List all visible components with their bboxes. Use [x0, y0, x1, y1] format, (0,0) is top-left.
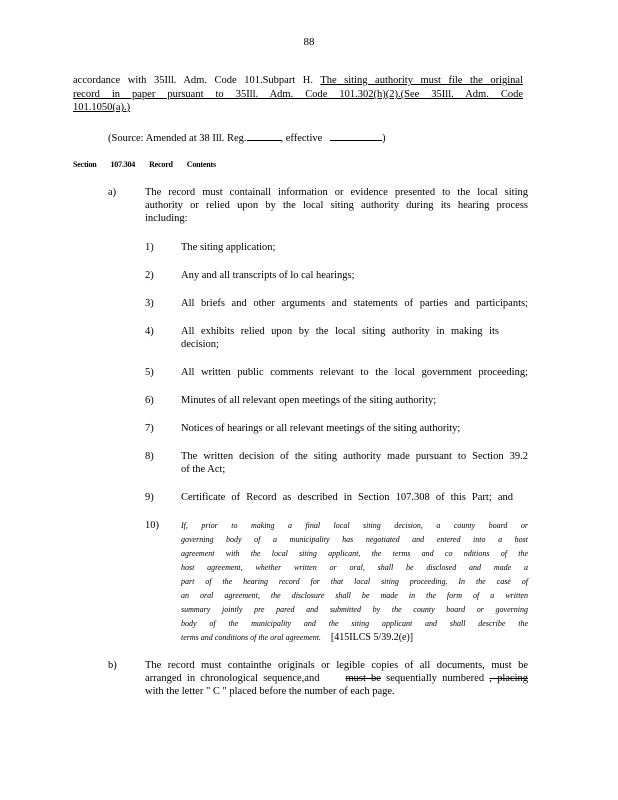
source-note-blank-reg — [247, 130, 281, 141]
item-4-text-line-2: decision; — [181, 339, 219, 350]
para-b-line-2-after: sequentially numbered — [386, 673, 485, 684]
para-b-line-1: The record must containthe originals or legible copies of all documents, must be — [145, 660, 528, 671]
item-10-line-9-text: terms and conditions of the oral agreement. — [181, 633, 321, 642]
item-7-text: Notices of hearings or all relevant meetings of the siting authority; — [181, 423, 461, 434]
para-b-line-3: with the letter " C " placed before the number of each page. — [145, 686, 395, 697]
item-10-line-6: an oral agreement, the disclosure shall be made in the form of a written — [181, 591, 528, 600]
item-10-line-5: part of the hearing record for that local siting proceeding. In the case of — [181, 577, 528, 586]
para-a-line-1: The record must containall information or evidence presented to the local siting — [145, 187, 528, 198]
item-10-line-1: If, prior to making a final local siting decision, a county board or — [181, 521, 528, 530]
item-4-text-line-1: All exhibits relied upon by the local siting authority in making its — [181, 326, 499, 337]
para-b-label: b) — [108, 660, 117, 671]
item-3-number: 3) — [145, 298, 154, 309]
continuation-line-1-underlined: The siting authority must file the original — [320, 75, 523, 86]
para-a-line-2: authority or relied upon by the local siting authority during its hearing process — [145, 200, 528, 211]
item-2-text: Any and all transcripts of lo cal hearings; — [181, 270, 355, 281]
para-a-label: a) — [108, 187, 117, 198]
para-b-line-2-text: arranged in chronological sequence,and — [145, 673, 320, 684]
item-4-number: 4) — [145, 326, 154, 337]
item-10-line-4: host agreement, whether written or oral, shall be disclosed and made a — [181, 563, 528, 572]
item-5-number: 5) — [145, 367, 154, 378]
para-b-line-2 — [145, 672, 528, 685]
source-note-suffix: ) — [382, 133, 386, 144]
source-note-middle: , effective — [280, 133, 323, 144]
item-6-text: Minutes of all relevant open meetings of the siting authority; — [181, 395, 437, 406]
source-note-prefix: (Source: Amended at 38 Ill. Reg. — [108, 133, 247, 144]
item-8-text-line-1: The written decision of the siting authority made pursuant to Section 39.2 — [181, 451, 528, 462]
source-note-blank-effective — [330, 130, 382, 141]
continuation-line-1-plain: accordance with 35Ill. Adm. Code 101.Subpart H. — [73, 75, 313, 86]
item-8-text-line-2: of the Act; — [181, 464, 226, 475]
item-1-text: The siting application; — [181, 242, 276, 253]
section-heading-number: 107.304 — [110, 160, 136, 169]
item-7-number: 7) — [145, 423, 154, 434]
item-1-number: 1) — [145, 242, 154, 253]
source-note — [108, 130, 528, 145]
continuation-line-1 — [73, 74, 523, 87]
item-2-number: 2) — [145, 270, 154, 281]
page-number: 88 — [303, 36, 315, 48]
item-10-line-2: governing body of a municipality has negotiated and entered into a host — [181, 535, 528, 544]
item-10-citation: [415ILCS 5/39.2(e)] — [330, 632, 414, 643]
item-10-line-3: agreement with the local siting applicant, the terms and co nditions of the — [181, 549, 528, 558]
item-9-number: 9) — [145, 492, 154, 503]
para-b-struck-text-2: , placing — [489, 673, 529, 684]
item-9-text: Certificate of Record as described in Section 107.308 of this Part; and — [181, 492, 513, 503]
continuation-line-3: 101.1050(a).) — [73, 102, 131, 113]
item-5-text: All written public comments relevant to the local government proceeding; — [181, 367, 528, 378]
section-heading-title-2: Contents — [186, 160, 216, 169]
continuation-line-2: record in paper pursuant to 35Ill. Adm. Code 101.302(h)(2).(See 35Ill. Adm. Code — [73, 89, 523, 100]
item-10-line-7: summary jointly pre pared and submitted by the county board or governing — [181, 605, 528, 614]
para-b-struck-text: must be — [345, 673, 381, 684]
section-heading-title-1: Record — [149, 160, 173, 169]
item-8-number: 8) — [145, 451, 154, 462]
item-10-line-8: body of the municipality and the siting applicant and shall describe the — [181, 619, 528, 628]
item-10-number: 10) — [145, 520, 159, 531]
section-heading-word: Section — [73, 160, 97, 169]
para-a-line-3: including: — [145, 213, 188, 224]
item-6-number: 6) — [145, 395, 154, 406]
item-10-line-9 — [181, 631, 528, 645]
section-heading — [73, 158, 230, 171]
item-3-text: All briefs and other arguments and statements of parties and participants; — [181, 298, 528, 309]
